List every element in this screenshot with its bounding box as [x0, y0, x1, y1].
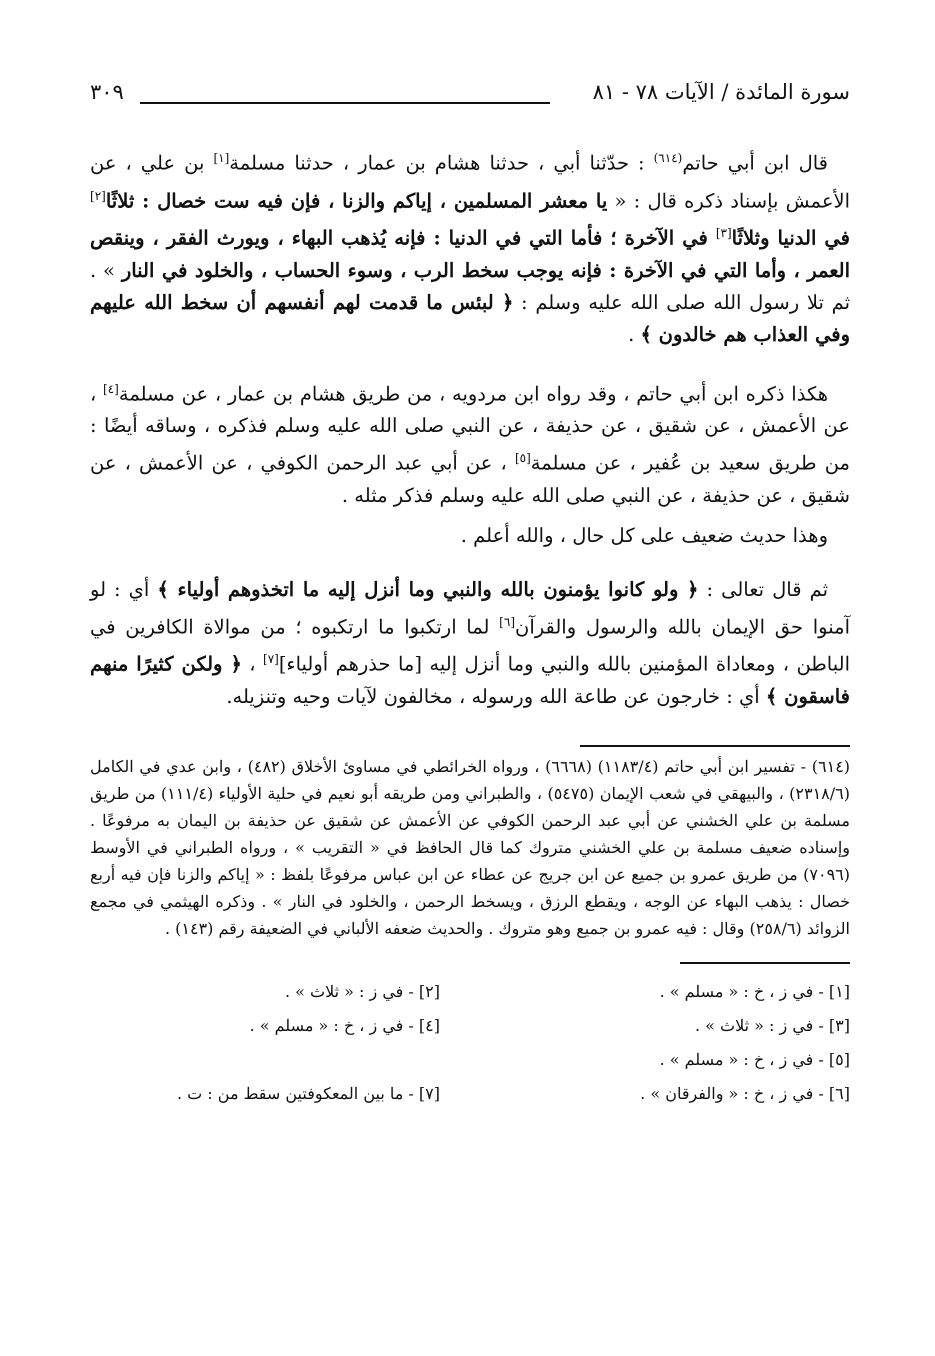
hadith-text: في الدنيا وثلاثًا: [731, 226, 850, 250]
header-rule: [140, 102, 550, 104]
text: ،: [241, 652, 263, 676]
running-title: سورة المائدة / الآيات ٧٨ - ٨١: [592, 80, 850, 104]
quran-verse: ﴿ ولكن كثيرًا منهم فاسقون ﴾: [90, 652, 850, 708]
manuscript-variants: [90, 978, 850, 1108]
paragraph-4: [90, 574, 850, 713]
page-number: ٣٠٩: [90, 80, 124, 104]
text: لما ارتكبوا ما ارتكبوه ؛ من موالاة الكافرين في الباطن ، ومعاداة المؤمنين بالله والنبي وما أنزل إليه [ما حذرهم أولياء]: [90, 615, 850, 676]
variant-ref: [٤]: [103, 381, 119, 396]
text: : حدّثنا أبي ، حدثنا هشام بن عمار ، حدثنا مسلمة: [229, 151, 654, 175]
text: قال ابن أبي حاتم: [682, 151, 828, 175]
variant-ref: [٦]: [499, 614, 515, 629]
text: .: [628, 322, 641, 346]
paragraph-1: [90, 142, 850, 351]
book-page: [90, 80, 850, 1108]
variant-5: [٥] - في ز ، خ : « مسلم » .: [659, 1049, 850, 1069]
quran-verse: ﴿ لبئس ما قدمت لهم أنفسهم أن سخط الله عليهم وفي العذاب هم خالدون ﴾: [90, 290, 850, 346]
variant-ref: [٢]: [90, 188, 106, 203]
text: أي : خارجون عن طاعة الله ورسوله ، مخالفون لآيات وحيه وتنزيله.: [226, 684, 766, 708]
text: ، عن الأعمش ، عن شقيق ، عن حذيفة ، عن النبي صلى الله عليه وسلم فذكره ، وساقه أيضًا : من طريق سعيد بن عُفير ، عن مسلمة: [90, 382, 850, 475]
variant-ref: [٣]: [715, 226, 732, 240]
text: أي : لو آمنوا حق الإيمان بالله والرسول والقرآن: [90, 577, 851, 638]
hadith-text: في الآخرة ؛ فأما التي في الدنيا : فإنه يُذهب البهاء ، ويورث الفقر ، وينقص العمر ، وأما التي في الآخرة : فإنه يوجب سخط الرب ، وسوء الحساب ، والخلود في النار: [90, 226, 850, 282]
variant-7: [٧] - ما بين المعكوفتين سقط من : ت .: [176, 1083, 440, 1103]
variant-6: [٦] - في ز ، خ : « والفرقان » .: [640, 1083, 850, 1103]
variant-ref: [١]: [213, 151, 230, 165]
page-header: [90, 80, 850, 120]
hadith-text: يا معشر المسلمين ، إياكم والزنا ، فإن فيه ست خصال : ثلاثًا: [105, 189, 608, 212]
text: ، عن أبي عبد الرحمن الكوفي ، عن الأعمش ، عن شقيق ، عن حذيفة ، عن النبي صلى الله عليه وسلم فذكر مثله .: [90, 451, 850, 507]
variant-1: [١] - في ز ، خ : « مسلم » .: [659, 981, 850, 1001]
variant-2: [٢] - في ز : « ثلاث » .: [284, 981, 440, 1001]
variant-3: [٣] - في ز : « ثلاث » .: [694, 1015, 850, 1035]
footnote-rule: [580, 745, 850, 747]
variant-ref: [٧]: [263, 652, 279, 666]
variant-ref: [٥]: [514, 451, 531, 465]
footnote-ref: (٦١٤): [653, 151, 683, 165]
text: ثم قال تعالى :: [698, 577, 828, 601]
text: » . ثم تلا رسول الله صلى الله عليه وسلم :: [90, 258, 850, 314]
paragraph-2: [90, 373, 850, 512]
variants-rule: [680, 962, 850, 964]
paragraph-3: وهذا حديث ضعيف على كل حال ، والله أعلم .: [460, 523, 828, 547]
text: هكذا ذكره ابن أبي حاتم ، وقد رواه ابن مردويه ، من طريق هشام بن عمار ، عن مسلمة: [118, 382, 828, 405]
footnote-614: (٦١٤) - تفسير ابن أبي حاتم (١١٨٣/٤) (٦٦٦٨) ، ورواه الخرائطي في مساوئ الأخلاق (٤٨٢) ، وابن عدي في الكامل (٢٣١٨/٦) ، والبيهقي في شعب الإيمان (٥٤٧٥) ، والطبراني ومن طريقه أبو نعيم في حلية الأولياء (١١١/٤) من طريق مسلمة بن علي الخشني عن أبي عبد الرحمن الكوفي عن الأعمش عن شقيق عن حذيفة بن اليمان به مرفوعًا . وإسناده ضعيف مسلمة بن علي الخشني متروك كما قال الحافظ في « التقريب » ، ورواه الطبراني في الأوسط (٧٠٩٦) من طريق عمرو بن جميع عن ابن جريج عن عطاء عن ابن عباس مرفوعًا بلفظ : « إياكم والزنا فإن فيه أربع خصال : يذهب البهاء عن الوجه ، ويقطع الرزق ، ويسخط الرحمن ، والخلود في النار » . وذكره الهيثمي في مجمع الزوائد (٢٥٨/٦) وقال : فيه عمرو بن جميع وهو متروك . والحديث ضعفه الألباني في الضعيفة رقم (١٤٣) .: [90, 756, 851, 938]
variant-empty: [90, 1046, 440, 1074]
text: بن علي ، عن الأعمش بإسناد ذكره قال : «: [90, 151, 850, 212]
variant-4: [٤] - في ز ، خ : « مسلم » .: [249, 1015, 440, 1035]
quran-verse: ﴿ ولو كانوا يؤمنون بالله والنبي وما أنزل إليه ما اتخذوهم أولياء ﴾: [157, 577, 699, 601]
